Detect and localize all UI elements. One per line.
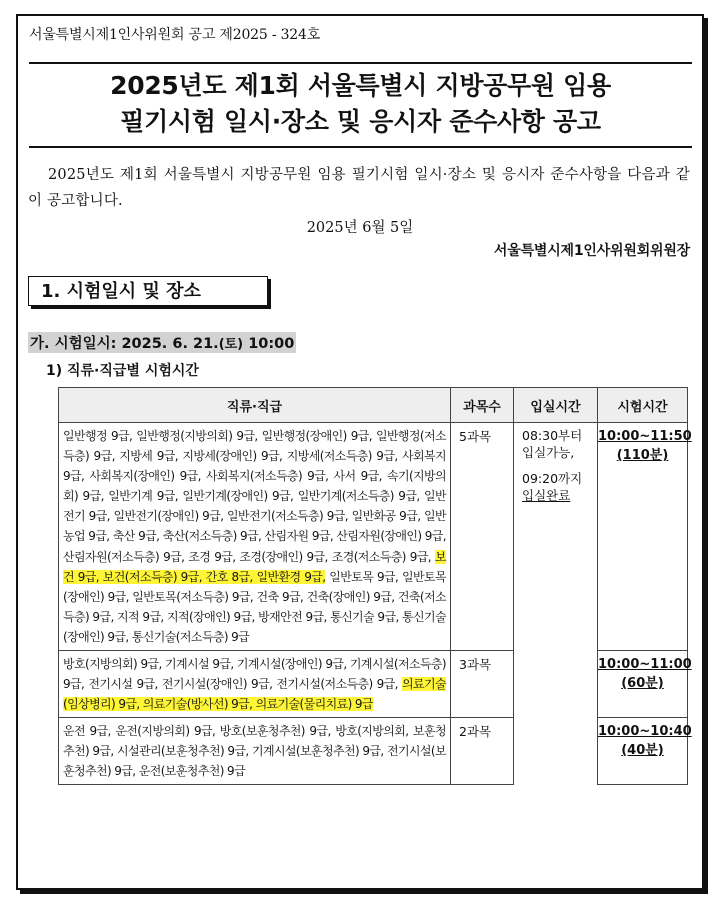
- entry-open-time: 08:30부터: [522, 428, 583, 443]
- header-time: 시험시간: [598, 388, 688, 423]
- exam-time: [598, 651, 692, 718]
- job-text: 운전 9급, 운전(지방의회) 9급, 방호(보훈청추천) 9급, 방호(지방의회, 보훈청추천) 9급, 시설관리(보훈청추천) 9급, 기계시설(보훈청추천) 9급, 전기시설(보훈청추천) 9급, 운전(보훈청추천) 9급: [63, 724, 446, 779]
- job-text-highlight: 보건 9급, 보건(저소득층) 9급, 간호 8급, 일반환경 9급,: [63, 549, 446, 584]
- job-list: [59, 718, 451, 785]
- job-text: 방호(지방의회) 9급, 기계시설 9급, 기계시설(장애인) 9급, 기계시설(저소득층) 9급, 전기시설 9급, 전기시설(장애인) 9급, 전기시설(저소득층) 9급,: [63, 657, 446, 692]
- title-box: [29, 62, 692, 148]
- exam-duration: (60분): [621, 676, 664, 692]
- header-job: 직류·직급: [59, 388, 451, 423]
- job-list: [59, 423, 451, 651]
- job-text: 일반행정 9급, 일반행정(지방의회) 9급, 일반행정(장애인) 9급, 일반행정(저소득층) 9급, 지방세 9급, 지방세(장애인) 9급, 지방세(저소득층) 9급, 사회복지 9급, 사회복지(장애인) 9급, 사회복지(저소득층) 9급, 사서 9급, 속기(지방의회) 9급, 일반기계 9급, 일반기계(장애인) 9급, 일반기계(저소득층) 9급, 일반전기 9급, 일반전기(장애인) 9급, 일반전기(저소득층) 9급, 일반화공 9급, 일반농업 9급, 축산 9급, 축산(저소득층) 9급, 산림자원 9급, 산림자원(장애인) 9급, 산림자원(저소득층) 9급, 조경 9급, 조경(장애인) 9급, 조경(저소득층) 9급,: [63, 429, 446, 564]
- section-heading: 1. 시험일시 및 장소: [28, 276, 268, 306]
- entry-close-time: 09:20까지: [522, 471, 583, 486]
- job-list: [59, 651, 451, 718]
- title-line-2: 필기시험 일시·장소 및 응시자 준수사항 공고: [120, 107, 601, 136]
- header-entry: 입실시간: [514, 388, 598, 423]
- exam-duration: (110분): [616, 448, 669, 463]
- header-subjects: 과목수: [451, 388, 514, 423]
- entry-close-label: 입실완료: [522, 488, 571, 503]
- exam-time: [598, 718, 692, 785]
- table-header-row: [59, 388, 688, 423]
- exam-time-range: 10:00~11:00: [598, 657, 692, 673]
- exam-time-range: 10:00~10:40: [598, 724, 692, 740]
- exam-time-range: 10:00~11:50: [598, 429, 692, 444]
- intro-paragraph: 2025년도 제1회 서울특별시 지방공무원 임용 필기시험 일시·장소 및 응시자 준수사항을 다음과 같이 공고합니다.: [28, 167, 690, 209]
- exam-duration: (40분): [621, 743, 664, 759]
- entry-time: [514, 423, 598, 785]
- subject-count: 5과목: [451, 423, 514, 651]
- table-row: [59, 423, 688, 651]
- announcement-date: 2025년 6월 5일: [306, 220, 414, 236]
- subject-count: 2과목: [451, 718, 514, 785]
- exam-date-weekday: (토): [218, 337, 244, 352]
- entry-open-label: 입실가능,: [522, 445, 575, 460]
- table-subheading: 1) 직류·직급별 시험시간: [46, 363, 199, 379]
- exam-time: [598, 423, 692, 651]
- notice-number: 서울특별시제1인사위원회 공고 제2025 - 324호: [29, 27, 321, 43]
- subject-count: 3과목: [451, 651, 514, 718]
- title-line-1: 2025년도 제1회 서울특별시 지방공무원 임용: [110, 71, 611, 100]
- notice-frame: [16, 14, 704, 890]
- exam-date: [28, 332, 296, 353]
- job-text-tail: 일반토목 9급, 일반토목(장애인) 9급, 일반토목(저소득층) 9급, 건축 9급, 건축(장애인) 9급, 건축(저소득층) 9급, 지적 9급, 지적(장애인) 9급, 방재안전 9급, 통신기술 9급, 통신기술(장애인) 9급, 통신기술(저소득층) 9급: [63, 569, 446, 644]
- job-text-highlight: 의료기술(임상병리) 9급, 의료기술(방사선) 9급, 의료기술(물리치료) 9급: [63, 677, 446, 712]
- exam-date-prefix: 가. 시험일시: 2025. 6. 21.: [30, 336, 219, 352]
- schedule-table: [58, 387, 692, 785]
- signer: 서울특별시제1인사위원회위원장: [493, 243, 690, 259]
- exam-date-time: 10:00: [243, 336, 295, 352]
